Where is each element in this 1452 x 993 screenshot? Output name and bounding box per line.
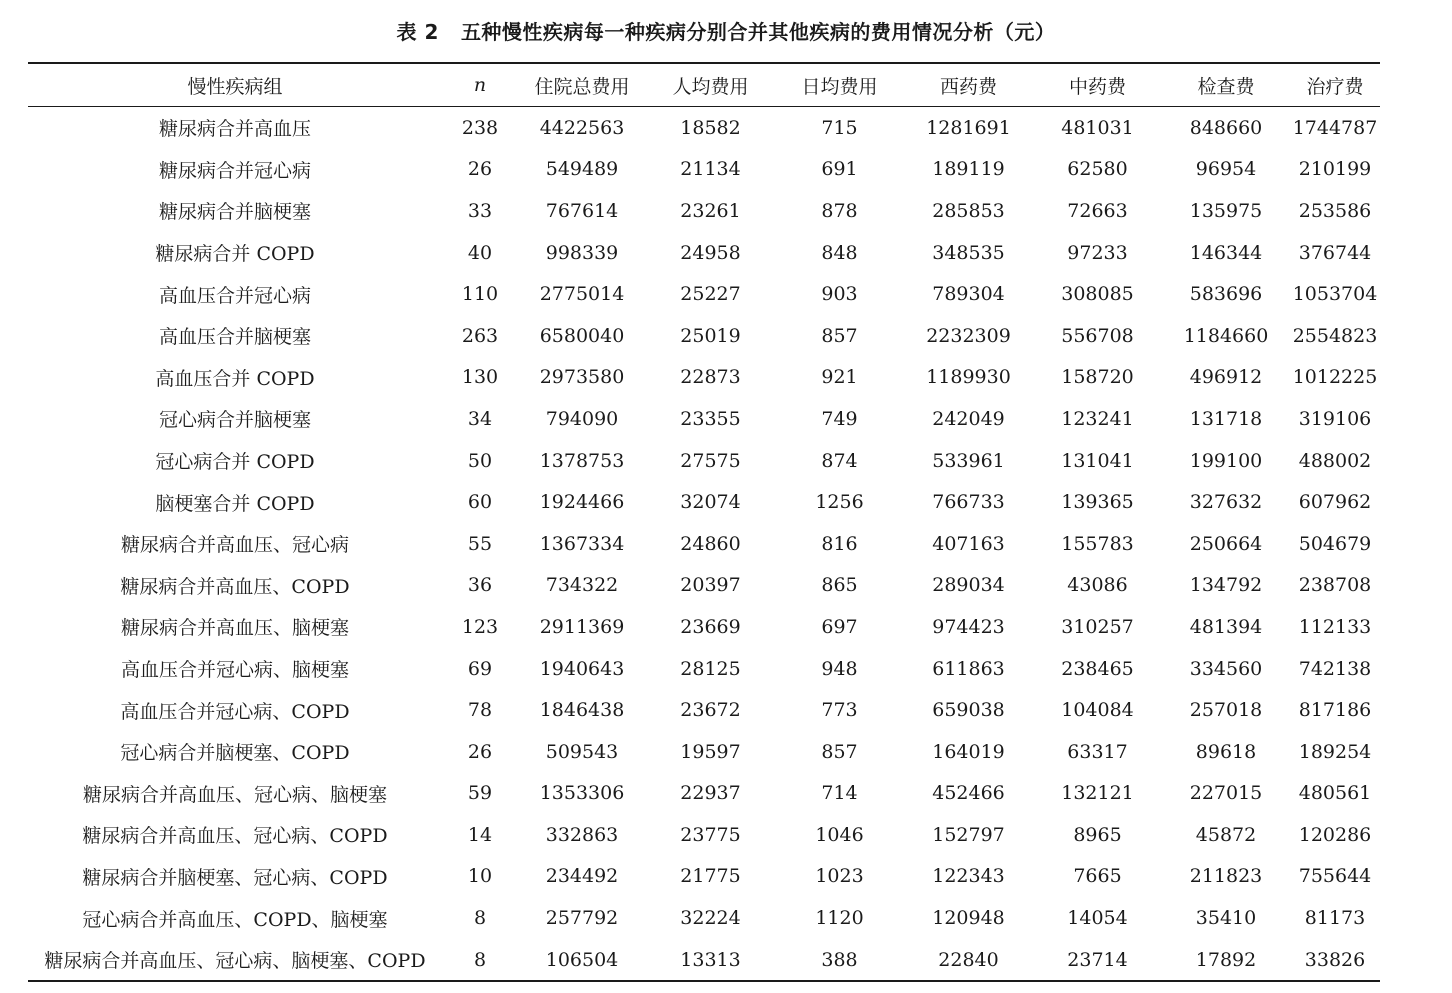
table-row — [28, 149, 1380, 191]
cell-per-capita-cost: 13313 — [680, 948, 741, 971]
cell-total-cost: 1940643 — [539, 657, 625, 680]
cell-total-cost: 998339 — [545, 241, 619, 264]
table-row — [28, 897, 1380, 939]
cell-disease-group: 冠心病合并脑梗塞 — [158, 409, 311, 432]
cell-n: 130 — [461, 366, 499, 389]
cell-western-medicine: 452466 — [932, 782, 1005, 805]
cell-total-cost: 332863 — [545, 823, 619, 846]
cell-western-medicine: 533961 — [932, 449, 1005, 472]
cell-daily-cost: 691 — [821, 158, 858, 181]
cell-western-medicine: 407163 — [932, 532, 1005, 555]
cell-total-cost: 1846438 — [539, 699, 625, 722]
cell-disease-group: 高血压合并冠心病、脑梗塞 — [120, 659, 349, 682]
cell-examination: 257018 — [1189, 699, 1263, 722]
cell-daily-cost: 697 — [821, 615, 858, 638]
cell-examination: 227015 — [1189, 782, 1263, 805]
cell-total-cost: 1367334 — [539, 532, 625, 555]
cell-disease-group: 高血压合并冠心病、COPD — [120, 700, 350, 723]
cell-n: 50 — [467, 449, 493, 472]
cell-chinese-medicine: 158720 — [1061, 366, 1134, 389]
cell-examination: 496912 — [1189, 366, 1263, 389]
cell-treatment: 1012225 — [1292, 366, 1378, 389]
cell-n: 238 — [461, 116, 499, 139]
cell-examination: 146344 — [1189, 241, 1263, 264]
cell-disease-group: 冠心病合并脑梗塞、COPD — [120, 742, 350, 765]
cell-examination: 334560 — [1189, 657, 1263, 680]
cell-chinese-medicine: 97233 — [1067, 241, 1128, 264]
cell-daily-cost: 874 — [821, 449, 858, 472]
cell-n: 10 — [467, 865, 493, 888]
cell-treatment: 81173 — [1304, 907, 1366, 930]
cell-treatment: 112133 — [1298, 615, 1372, 638]
header-disease-group: 慢性疾病组 — [28, 63, 442, 107]
cell-disease-group: 糖尿病合并高血压、脑梗塞 — [120, 617, 349, 640]
cell-disease-group: 糖尿病合并高血压、冠心病 — [120, 534, 349, 557]
table-row — [28, 565, 1380, 607]
cell-examination: 1184660 — [1183, 324, 1269, 347]
cell-disease-group: 糖尿病合并高血压、冠心病、脑梗塞 — [82, 783, 387, 806]
cell-total-cost: 794090 — [545, 407, 619, 430]
table-row — [28, 523, 1380, 565]
cell-chinese-medicine: 556708 — [1061, 324, 1134, 347]
cell-examination: 134792 — [1189, 574, 1263, 597]
cell-per-capita-cost: 23669 — [680, 615, 741, 638]
header-per-capita-cost: 人均费用 — [646, 63, 775, 107]
cell-examination: 211823 — [1189, 865, 1263, 888]
cell-total-cost: 4422563 — [539, 116, 625, 139]
cell-n: 55 — [467, 532, 493, 555]
cell-chinese-medicine: 8965 — [1073, 823, 1122, 846]
cell-treatment: 1744787 — [1292, 116, 1378, 139]
cell-examination: 481394 — [1189, 615, 1263, 638]
cell-examination: 131718 — [1189, 407, 1263, 430]
cell-daily-cost: 1256 — [815, 491, 864, 514]
cell-total-cost: 767614 — [545, 199, 619, 222]
cell-n: 69 — [467, 657, 493, 680]
cell-disease-group: 糖尿病合并高血压、冠心病、COPD — [82, 825, 388, 848]
cell-treatment: 253586 — [1298, 199, 1372, 222]
cell-disease-group: 冠心病合并 COPD — [155, 451, 315, 474]
cell-total-cost: 2973580 — [539, 366, 625, 389]
cell-chinese-medicine: 62580 — [1067, 158, 1128, 181]
table-row — [28, 232, 1380, 274]
cell-n: 36 — [467, 574, 493, 597]
table-row — [28, 398, 1380, 440]
table-body — [28, 107, 1380, 982]
cell-disease-group: 糖尿病合并高血压、冠心病、脑梗塞、COPD — [44, 950, 426, 973]
header-row — [28, 63, 1380, 107]
table-row — [28, 856, 1380, 898]
cell-total-cost: 234492 — [545, 865, 619, 888]
cell-per-capita-cost: 32074 — [680, 491, 741, 514]
header-total-cost: 住院总费用 — [518, 63, 646, 107]
cell-total-cost: 2911369 — [539, 615, 625, 638]
cell-chinese-medicine: 308085 — [1061, 283, 1134, 306]
cell-treatment: 189254 — [1298, 740, 1372, 763]
cell-daily-cost: 857 — [821, 324, 858, 347]
cell-western-medicine: 789304 — [932, 283, 1005, 306]
cell-examination: 848660 — [1189, 116, 1263, 139]
table-caption: 五种慢性疾病每一种疾病分别合并其他疾病的费用情况分析（元） — [460, 20, 1056, 44]
table-number: 表 2 — [396, 20, 439, 44]
cell-per-capita-cost: 32224 — [680, 907, 741, 930]
cell-examination: 17892 — [1195, 948, 1257, 971]
cell-treatment: 504679 — [1298, 532, 1372, 555]
header-western-medicine: 西药费 — [904, 63, 1033, 107]
cell-treatment: 755644 — [1298, 865, 1372, 888]
table-row — [28, 440, 1380, 482]
cell-per-capita-cost: 25227 — [680, 283, 741, 306]
cell-treatment: 120286 — [1298, 823, 1372, 846]
cell-disease-group: 高血压合并冠心病 — [158, 284, 311, 307]
cell-n: 263 — [461, 324, 499, 347]
cell-total-cost: 2775014 — [539, 283, 625, 306]
cell-per-capita-cost: 22873 — [680, 366, 741, 389]
table-row — [28, 773, 1380, 815]
cell-treatment: 607962 — [1298, 491, 1372, 514]
cell-per-capita-cost: 23672 — [680, 699, 741, 722]
table-row — [28, 648, 1380, 690]
cell-n: 8 — [473, 907, 487, 930]
cell-total-cost: 1378753 — [539, 449, 625, 472]
cost-table — [28, 62, 1380, 982]
cell-western-medicine: 1189930 — [926, 366, 1011, 389]
cell-examination: 45872 — [1195, 823, 1257, 846]
cell-daily-cost: 1023 — [815, 865, 864, 888]
cell-n: 123 — [461, 615, 499, 638]
cell-disease-group: 糖尿病合并脑梗塞 — [158, 201, 311, 224]
cell-per-capita-cost: 24860 — [680, 532, 741, 555]
header-treatment: 治疗费 — [1290, 63, 1380, 107]
table-title — [0, 16, 1452, 48]
cell-per-capita-cost: 18582 — [680, 116, 741, 139]
cell-per-capita-cost: 25019 — [680, 324, 741, 347]
cell-daily-cost: 714 — [821, 782, 858, 805]
cell-chinese-medicine: 155783 — [1061, 532, 1134, 555]
header-examination: 检查费 — [1162, 63, 1290, 107]
cell-disease-group: 糖尿病合并高血压、COPD — [120, 575, 350, 598]
cell-examination: 135975 — [1189, 199, 1263, 222]
table-row — [28, 190, 1380, 232]
cell-examination: 199100 — [1189, 449, 1263, 472]
table-row — [28, 357, 1380, 399]
cell-western-medicine: 120948 — [932, 907, 1005, 930]
cell-daily-cost: 773 — [821, 699, 858, 722]
table-row — [28, 481, 1380, 523]
cell-per-capita-cost: 23775 — [680, 823, 741, 846]
cell-daily-cost: 865 — [821, 574, 858, 597]
table-row — [28, 814, 1380, 856]
cell-disease-group: 糖尿病合并 COPD — [155, 243, 315, 266]
cell-western-medicine: 189119 — [932, 158, 1005, 181]
cell-n: 26 — [467, 158, 493, 181]
cell-total-cost: 1924466 — [539, 491, 625, 514]
cell-chinese-medicine: 139365 — [1061, 491, 1134, 514]
cell-disease-group: 高血压合并 COPD — [155, 367, 315, 390]
cell-n: 40 — [467, 241, 493, 264]
cell-western-medicine: 348535 — [932, 241, 1005, 264]
cell-per-capita-cost: 21134 — [680, 158, 741, 181]
cell-examination: 96954 — [1195, 158, 1257, 181]
cell-western-medicine: 152797 — [932, 823, 1005, 846]
cell-western-medicine: 611863 — [932, 657, 1005, 680]
cell-western-medicine: 974423 — [932, 615, 1005, 638]
cell-total-cost: 6580040 — [539, 324, 625, 347]
cell-western-medicine: 285853 — [932, 199, 1005, 222]
cell-disease-group: 脑梗塞合并 COPD — [155, 492, 315, 515]
table-row — [28, 315, 1380, 357]
cell-western-medicine: 242049 — [932, 407, 1005, 430]
cell-western-medicine: 164019 — [932, 740, 1005, 763]
cell-per-capita-cost: 22937 — [680, 782, 741, 805]
cell-disease-group: 糖尿病合并高血压 — [158, 118, 311, 141]
cell-treatment: 488002 — [1298, 449, 1372, 472]
cell-chinese-medicine: 63317 — [1067, 740, 1128, 763]
cell-treatment: 480561 — [1298, 782, 1372, 805]
cell-per-capita-cost: 19597 — [680, 740, 741, 763]
cell-n: 26 — [467, 740, 493, 763]
cell-examination: 89618 — [1195, 740, 1257, 763]
cell-chinese-medicine: 104084 — [1061, 699, 1134, 722]
cell-total-cost: 257792 — [545, 907, 619, 930]
cell-daily-cost: 848 — [821, 241, 858, 264]
cell-daily-cost: 903 — [821, 283, 858, 306]
cell-total-cost: 509543 — [545, 740, 619, 763]
cell-chinese-medicine: 481031 — [1061, 116, 1134, 139]
table-row — [28, 273, 1380, 315]
cell-total-cost: 106504 — [545, 948, 619, 971]
cell-chinese-medicine: 123241 — [1061, 407, 1134, 430]
cell-chinese-medicine: 132121 — [1061, 782, 1134, 805]
cell-disease-group: 糖尿病合并冠心病 — [158, 159, 311, 182]
cell-n: 8 — [473, 948, 487, 971]
cell-daily-cost: 857 — [821, 740, 858, 763]
cell-treatment: 33826 — [1304, 948, 1366, 971]
cell-n: 78 — [467, 699, 493, 722]
cell-examination: 250664 — [1189, 532, 1263, 555]
cell-per-capita-cost: 27575 — [680, 449, 741, 472]
cell-per-capita-cost: 28125 — [680, 657, 741, 680]
cell-per-capita-cost: 24958 — [680, 241, 741, 264]
table-row — [28, 606, 1380, 648]
cell-western-medicine: 2232309 — [926, 324, 1011, 347]
cell-western-medicine: 766733 — [932, 491, 1005, 514]
cell-total-cost: 549489 — [545, 158, 619, 181]
cell-treatment: 742138 — [1298, 657, 1372, 680]
cell-n: 60 — [467, 491, 493, 514]
header-chinese-medicine: 中药费 — [1033, 63, 1162, 107]
cell-chinese-medicine: 72663 — [1067, 199, 1128, 222]
cell-disease-group: 冠心病合并高血压、COPD、脑梗塞 — [82, 908, 388, 931]
cell-chinese-medicine: 7665 — [1073, 865, 1122, 888]
cell-western-medicine: 122343 — [932, 865, 1005, 888]
cell-daily-cost: 715 — [821, 116, 858, 139]
table-row — [28, 939, 1380, 982]
cell-chinese-medicine: 14054 — [1067, 907, 1128, 930]
cell-per-capita-cost: 23355 — [680, 407, 741, 430]
cell-n: 14 — [467, 823, 493, 846]
cell-disease-group: 高血压合并脑梗塞 — [158, 326, 311, 349]
table-row — [28, 689, 1380, 731]
cell-examination: 327632 — [1189, 491, 1263, 514]
header-n: n — [442, 63, 518, 107]
cell-total-cost: 1353306 — [539, 782, 625, 805]
cell-chinese-medicine: 238465 — [1061, 657, 1134, 680]
cell-daily-cost: 1120 — [815, 907, 864, 930]
cell-total-cost: 734322 — [545, 574, 619, 597]
cell-daily-cost: 749 — [821, 407, 858, 430]
table-row — [28, 107, 1380, 149]
cell-chinese-medicine: 23714 — [1067, 948, 1128, 971]
cell-treatment: 2554823 — [1292, 324, 1378, 347]
cell-daily-cost: 1046 — [815, 823, 864, 846]
cell-chinese-medicine: 131041 — [1061, 449, 1134, 472]
cell-chinese-medicine: 310257 — [1061, 615, 1134, 638]
cell-daily-cost: 388 — [821, 948, 858, 971]
cell-n: 33 — [467, 199, 493, 222]
cell-western-medicine: 1281691 — [926, 116, 1011, 139]
cell-western-medicine: 659038 — [932, 699, 1005, 722]
cell-n: 59 — [467, 782, 493, 805]
cell-examination: 583696 — [1189, 283, 1263, 306]
table-row — [28, 731, 1380, 773]
cell-daily-cost: 816 — [821, 532, 858, 555]
cell-western-medicine: 289034 — [932, 574, 1005, 597]
cell-per-capita-cost: 23261 — [680, 199, 741, 222]
cell-chinese-medicine: 43086 — [1067, 574, 1128, 597]
cell-disease-group: 糖尿病合并脑梗塞、冠心病、COPD — [82, 866, 388, 889]
cell-daily-cost: 878 — [821, 199, 858, 222]
cell-daily-cost: 921 — [821, 366, 858, 389]
cell-treatment: 319106 — [1298, 407, 1372, 430]
cell-per-capita-cost: 20397 — [680, 574, 741, 597]
cell-n: 34 — [467, 407, 493, 430]
cell-treatment: 1053704 — [1292, 283, 1378, 306]
cell-treatment: 210199 — [1298, 158, 1372, 181]
cell-treatment: 817186 — [1298, 699, 1372, 722]
cell-daily-cost: 948 — [821, 657, 858, 680]
cell-treatment: 376744 — [1298, 241, 1372, 264]
cell-examination: 35410 — [1195, 907, 1257, 930]
cell-per-capita-cost: 21775 — [680, 865, 741, 888]
cell-n: 110 — [461, 283, 499, 306]
cell-western-medicine: 22840 — [938, 948, 999, 971]
cell-treatment: 238708 — [1298, 574, 1372, 597]
header-daily-cost: 日均费用 — [775, 63, 904, 107]
